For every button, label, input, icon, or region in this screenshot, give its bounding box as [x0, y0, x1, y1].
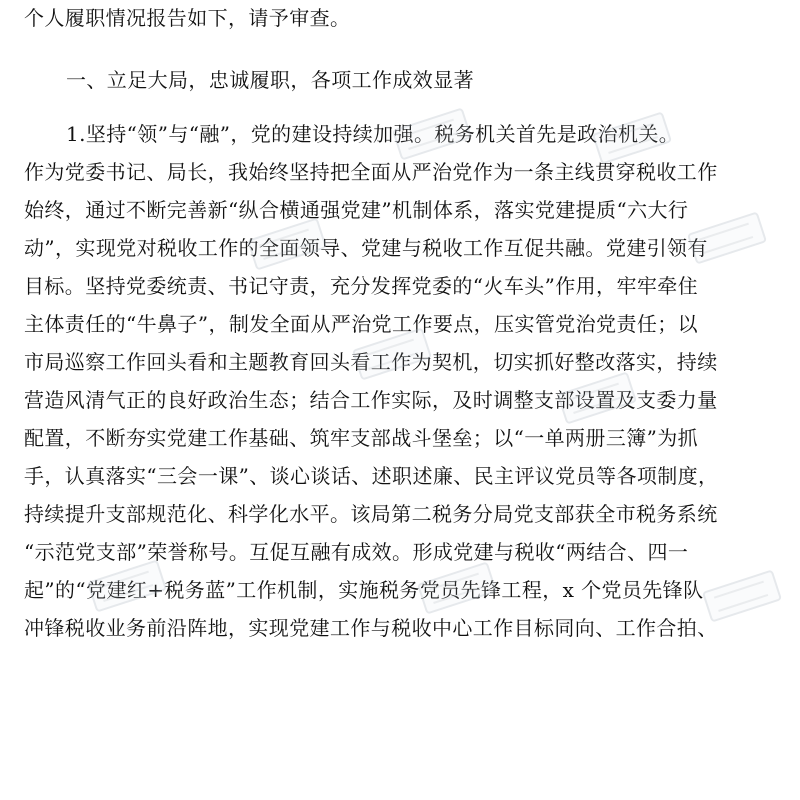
- text-line-11: 配置，不断夯实党建工作基础、筑牢支部战斗堡垒；以“一单两册三簿”为抓: [24, 426, 699, 450]
- section-heading: 一、立足大局，忠诚履职，各项工作成效显著: [66, 68, 474, 92]
- text-line-16: 冲锋税收业务前沿阵地，实现党建工作与税收中心工作目标同向、工作合拍、: [24, 616, 718, 640]
- text-line-10: 营造风清气正的良好政治生态；结合工作实际，及时调整支部设置及支委力量: [24, 388, 718, 412]
- text-line-8: 主体责任的“牛鼻子”，制发全面从严治党工作要点，压实管党治党责任；以: [24, 312, 699, 336]
- text-line-6: 动”，实现党对税收工作的全面领导、党建与税收工作互促共融。党建引领有: [24, 236, 708, 260]
- text-line-14: “示范党支部”荣誉称号。互促互融有成效。形成党建与税收“两结合、四一: [24, 540, 689, 564]
- text-line-7: 目标。坚持党委统责、书记守责，充分发挥党委的“火车头”作用，牢牢牵住: [24, 274, 699, 298]
- text-line-12: 手，认真落实“三会一课”、谈心谈话、述职述廉、民主评议党员等各项制度，: [24, 464, 719, 488]
- text-line-13: 持续提升支部规范化、科学化水平。该局第二税务分局党支部获全市税务系统: [24, 502, 718, 526]
- text-line-9: 市局巡察工作回头看和主题教育回头看工作为契机，切实抓好整改落实，持续: [24, 350, 718, 374]
- text-line-15: 起”的“党建红+税务蓝”工作机制，实施税务党员先锋工程，x 个党员先锋队: [24, 578, 704, 602]
- paragraph-heading: 1.坚持“领”与“融”，党的建设持续加强。税务机关首先是政治机关。: [66, 122, 680, 146]
- text-line-1: 个人履职情况报告如下，请予审查。: [24, 6, 351, 30]
- text-line-5: 始终，通过不断完善新“纵合横通强党建”机制体系，落实党建提质“六大行: [24, 198, 689, 222]
- text-line-4: 作为党委书记、局长，我始终坚持把全面从严治党作为一条主线贯穿税收工作: [24, 160, 718, 184]
